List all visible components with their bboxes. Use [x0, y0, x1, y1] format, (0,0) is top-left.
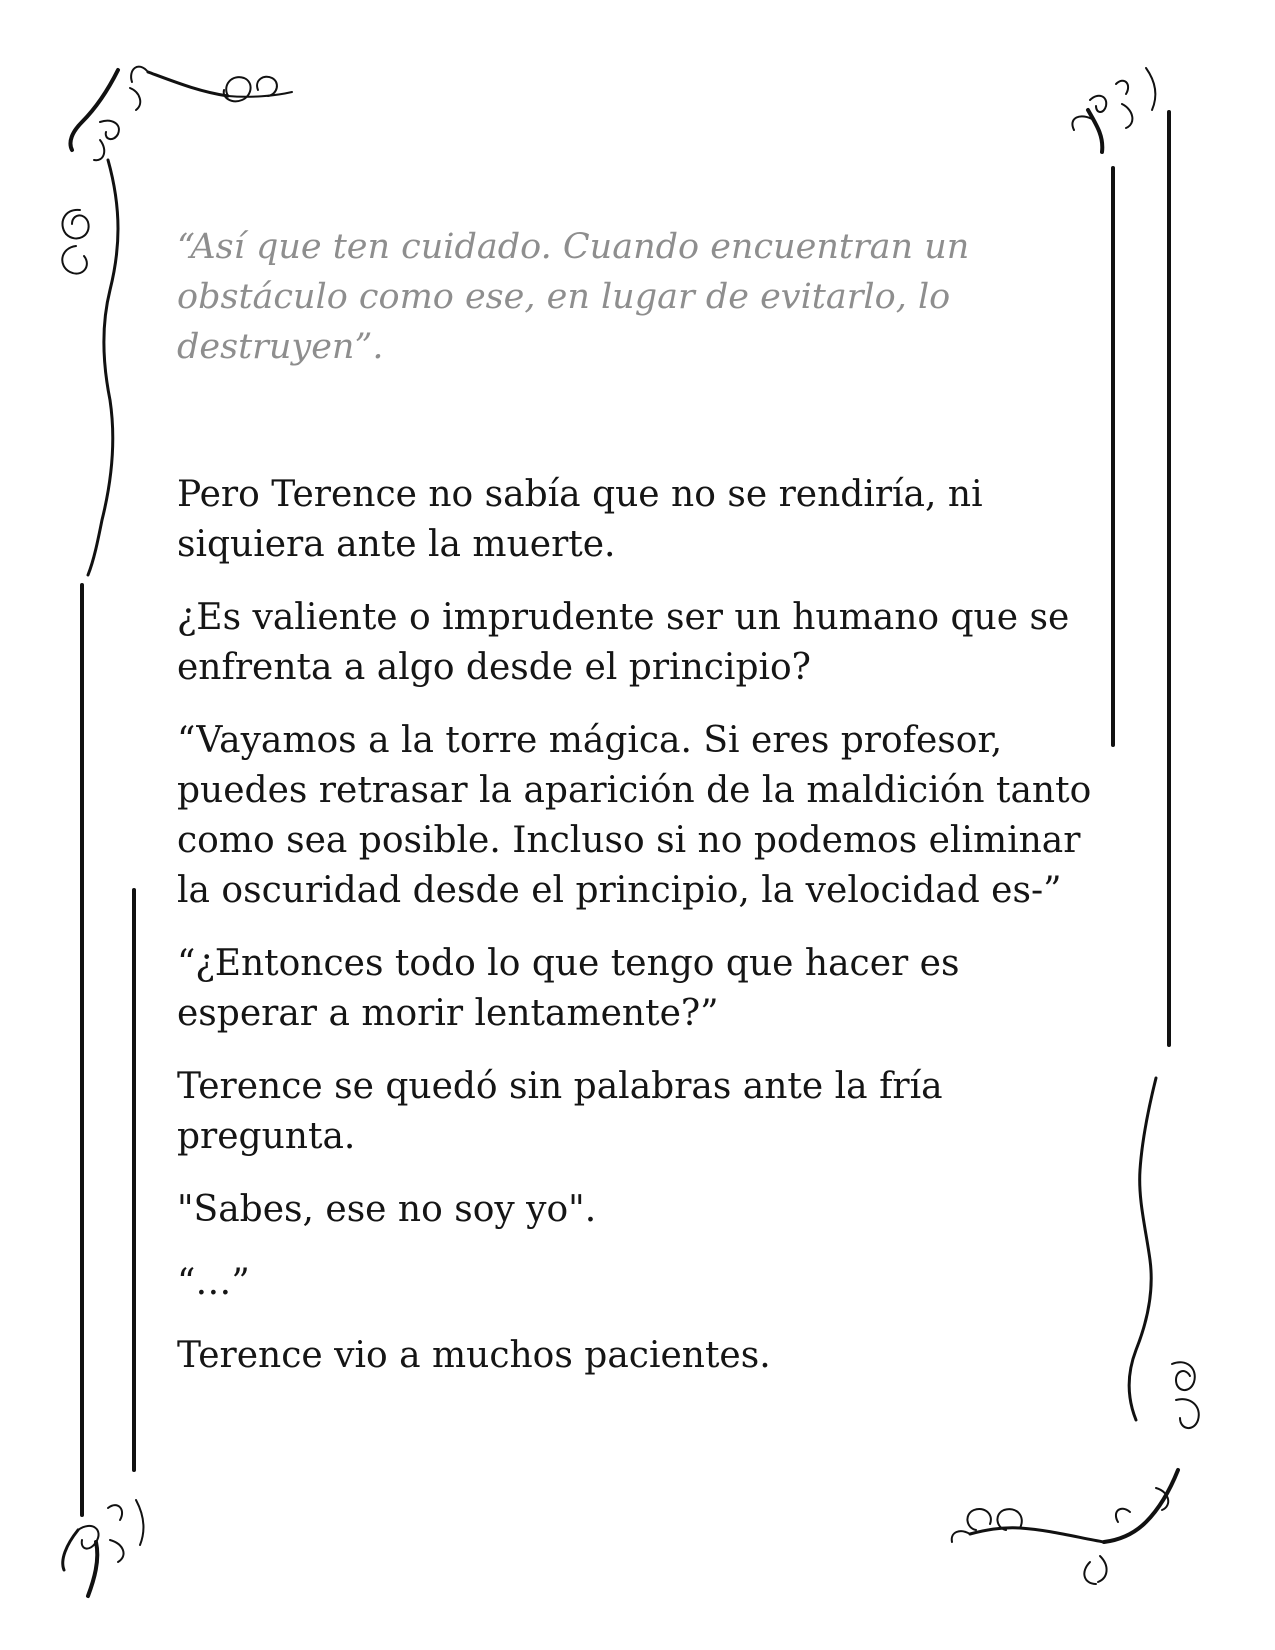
quote-block	[177, 222, 1097, 372]
bottom-left-flourish	[63, 1500, 144, 1596]
paragraph: Pero Terence no sabía que no se rendiría, ni siquiera ante la muerte.	[177, 474, 983, 565]
paragraph: Terence vio a muchos pacientes.	[177, 1335, 771, 1376]
paragraph: "Sabes, ese no soy yo".	[177, 1189, 597, 1230]
italic-quote: “Así que ten cuidado. Cuando encuentran un obstáculo como ese, en lugar de evitarlo, lo destruyen”.	[177, 227, 970, 367]
paragraph: Terence se quedó sin palabras ante la fría pregunta.	[177, 1066, 943, 1157]
paragraph: “Vayamos a la torre mágica. Si eres profesor, puedes retrasar la aparición de la maldición tanto como sea posible. Incluso si no podemos eliminar la oscuridad desde el principio, la velocidad es-”	[177, 720, 1092, 911]
paragraph: “¿Entonces todo lo que tengo que hacer es esperar a morir lentamente?”	[177, 943, 960, 1034]
story-text	[177, 470, 1097, 1404]
top-right-flourish	[1072, 68, 1155, 152]
paragraph: ¿Es valiente o imprudente ser un humano que se enfrenta a algo desde el principio?	[177, 597, 1070, 688]
paragraph: “…”	[177, 1262, 250, 1303]
